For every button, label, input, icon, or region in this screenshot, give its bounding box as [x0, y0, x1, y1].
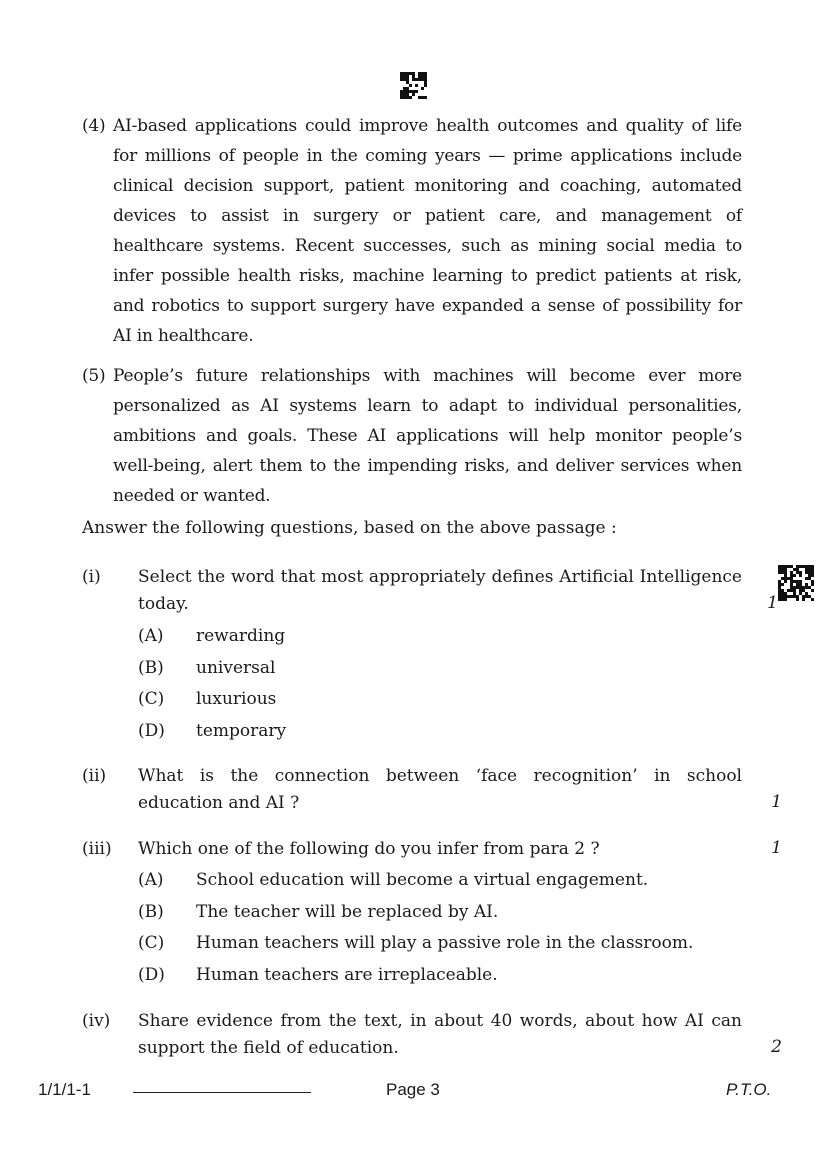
option-text: universal — [196, 657, 276, 678]
option-text: Human teachers are irreplaceable. — [196, 964, 498, 985]
paragraph-text: People’s future relationships with machines will become ever more personalized as AI systems learn to adapt to individual personalities, ambitions and goals. These AI applications will help monitor people’s well-being, alert them to the impending risks, and deliver services when needed or wanted. — [113, 366, 742, 506]
question-number: (iii) — [82, 839, 112, 859]
question-number: (iv) — [82, 1011, 111, 1031]
option — [138, 654, 782, 686]
question-text: Select the word that most appropriately defines Artificial Intelligence today. — [138, 567, 742, 614]
footer-divider — [133, 1092, 311, 1093]
option-label: (D) — [138, 964, 165, 985]
option — [138, 717, 782, 749]
option-text: luxurious — [196, 689, 277, 709]
question-marks: 2 — [771, 1037, 782, 1057]
option — [138, 898, 782, 930]
option — [138, 622, 782, 654]
option-text: School education will become a virtual engagement. — [196, 870, 649, 890]
qr-code-icon-side — [778, 565, 814, 601]
questions-instruction: Answer the following questions, based on the above passage : — [82, 518, 617, 538]
question-iii — [82, 836, 782, 992]
question-marks: 1 — [767, 593, 778, 613]
option-label: (D) — [138, 720, 165, 741]
option-label: (C) — [138, 689, 165, 709]
passage-paragraph-4 — [82, 111, 742, 351]
option-label: (C) — [138, 933, 165, 953]
option — [138, 866, 782, 898]
option-label: (A) — [138, 870, 164, 890]
paper-code: 1/1/1-1 — [38, 1080, 91, 1099]
option — [138, 961, 782, 993]
qr-code-icon-top — [400, 72, 427, 99]
option-label: (A) — [138, 626, 164, 646]
please-turn-over: P.T.O. — [726, 1080, 772, 1099]
option-text: Human teachers will play a passive role in the classroom. — [196, 933, 694, 953]
question-marks: 1 — [771, 792, 782, 812]
option — [138, 685, 782, 717]
question-number: (i) — [82, 567, 101, 587]
option — [138, 929, 782, 961]
passage-paragraph-5 — [82, 361, 742, 511]
paragraph-number: (5) — [82, 366, 106, 386]
question-number: (ii) — [82, 766, 107, 786]
question-i — [82, 564, 782, 748]
page-number: Page 3 — [386, 1080, 440, 1099]
option-text: The teacher will be replaced by AI. — [196, 901, 499, 922]
page-footer — [0, 1080, 827, 1104]
question-text: Which one of the following do you infer from para 2 ? — [138, 839, 600, 859]
paragraph-text: AI-based applications could improve health outcomes and quality of life for millions of people in the coming years — prime applications include clinical decision support, patient monitoring and coaching, automated devices to assist in surgery or patient care, and management of healthcare systems. Recent successes, such as mining social media to infer possible health risks, machine learning to predict patients at risk, and robotics to support surgery have expanded a sense of possibility for AI in healthcare. — [113, 116, 742, 346]
option-label: (B) — [138, 901, 164, 922]
question-marks: 1 — [771, 838, 782, 858]
question-text: Share evidence from the text, in about 40 words, about how AI can support the field of education. — [138, 1011, 742, 1058]
option-label: (B) — [138, 657, 164, 678]
question-iv — [82, 1008, 782, 1062]
option-text: rewarding — [196, 626, 286, 646]
question-ii — [82, 763, 782, 817]
paragraph-number: (4) — [82, 116, 106, 136]
option-text: temporary — [196, 720, 287, 741]
question-text: What is the connection between ‘face recognition’ in school education and AI ? — [138, 766, 742, 813]
